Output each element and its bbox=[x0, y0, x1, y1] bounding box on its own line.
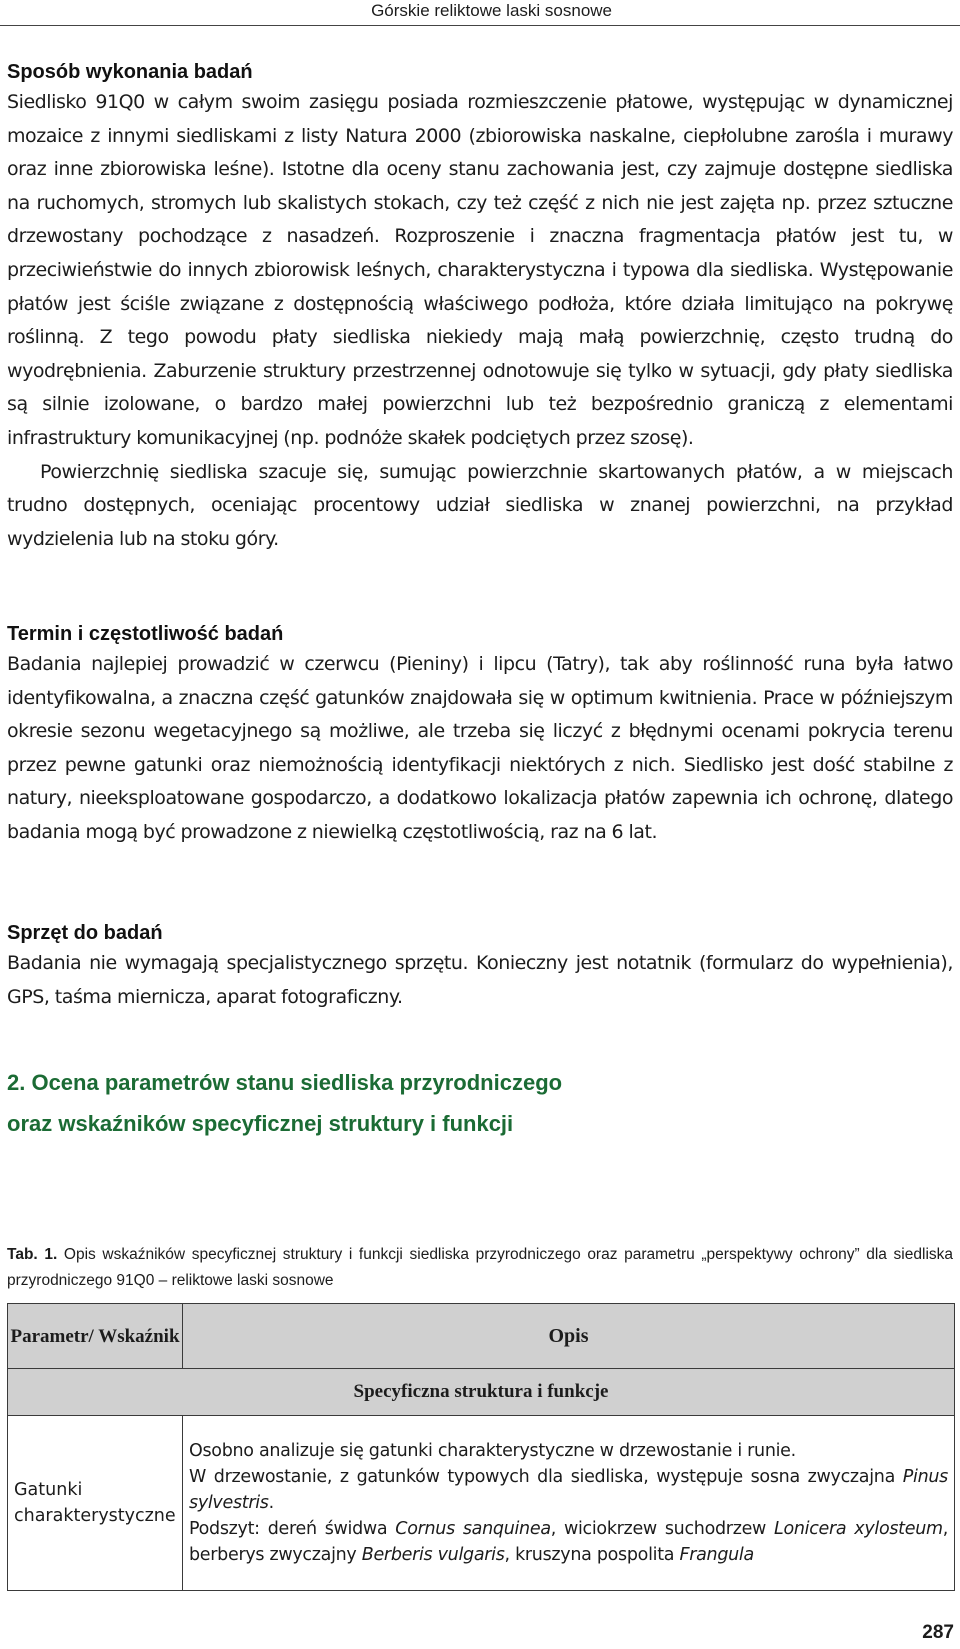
species-berberis: Berberis vulgaris bbox=[361, 1545, 505, 1565]
desc-line-1: Osobno analizuje się gatunki charakterystyczne w drzewostanie i runie. bbox=[189, 1441, 796, 1461]
section-title-methods: Sposób wykonania badań bbox=[7, 61, 253, 83]
page-number: 287 bbox=[922, 1622, 954, 1643]
chapter-heading bbox=[7, 1062, 953, 1144]
table-row bbox=[8, 1416, 955, 1591]
subheader-specific-structure: Specyficzna struktura i funkcje bbox=[8, 1369, 955, 1416]
desc-line-2-end: . bbox=[268, 1493, 274, 1513]
table-caption-text: Opis wskaźników specyficznej struktury i funkcji siedliska przyrodniczego oraz parametru „perspektywy ochrony” dla siedliska przyrodniczego 91Q0 – reliktowe laski sosnowe bbox=[7, 1246, 954, 1289]
species-pinus: Pinus sylvestris bbox=[189, 1467, 948, 1513]
desc-line-3-text-b: , wiciokrzew suchodrzew bbox=[550, 1519, 775, 1539]
table-subheader-row bbox=[8, 1369, 955, 1416]
parameters-table bbox=[7, 1303, 955, 1591]
section-equipment bbox=[7, 919, 953, 1014]
desc-line-2-text: W drzewostanie, z gatunków typowych dla siedliska, występuje sosna zwyczajna bbox=[189, 1467, 903, 1487]
section-title-equipment: Sprzęt do badań bbox=[7, 922, 163, 944]
section-title-timing: Termin i częstotliwość badań bbox=[7, 623, 284, 645]
header-description: Opis bbox=[183, 1304, 955, 1369]
section-timing bbox=[7, 620, 953, 850]
row-name-characteristic-species: Gatunki charakterystyczne bbox=[8, 1416, 183, 1591]
row-description-characteristic-species bbox=[183, 1416, 955, 1591]
species-lonicera: Lonicera xylosteum bbox=[774, 1519, 943, 1539]
timing-paragraph: Badania najlepiej prowadzić w czerwcu (Pieniny) i lipcu (Tatry), tak aby roślinność runa była łatwo identyfikowalna, a znaczna część gatunków znajdowała się w optimum kwitnienia. Prace w późniejszym okresie sezonu wegetacyjnego są możliwe, ale trzeba się liczyć z błędnymi ocenami pokrycia terenu przez pewne gatunki oraz niemożnością identyfikacji niektórych z nich. Siedlisko jest dość stabilne z natury, nieeksploatowane gospodarczo, a dodatkowo lokalizacja płatów zapewnia ich ochronę, dlatego badania mogą być prowadzone z niewielką częstotliwością, raz na 6 lat. bbox=[7, 653, 953, 843]
table-caption-label: Tab. 1. bbox=[7, 1246, 58, 1263]
desc-line-3-text-c: , berberys zwyczajny bbox=[189, 1519, 949, 1565]
chapter-title-line-1: 2. Ocena parametrów stanu siedliska przyrodniczego bbox=[7, 1070, 563, 1095]
chapter-title-line-2: oraz wskaźników specyficznej struktury i funkcji bbox=[7, 1111, 514, 1136]
species-cornus: Cornus sanquinea bbox=[395, 1519, 551, 1539]
table-header-row bbox=[8, 1304, 955, 1369]
species-frangula: Frangula bbox=[679, 1545, 754, 1565]
desc-line-3-text-a: Podszyt: dereń świdwa bbox=[189, 1519, 396, 1539]
desc-line-3 bbox=[189, 1516, 948, 1568]
equipment-paragraph: Badania nie wymagają specjalistycznego sprzętu. Konieczny jest notatnik (formularz do wypełnienia), GPS, taśma miernicza, aparat fotograficzny. bbox=[7, 952, 953, 1008]
running-head: Górskie reliktowe laski sosnowe bbox=[0, 0, 960, 26]
desc-line-3-text-d: , kruszyna pospolita bbox=[504, 1545, 680, 1565]
desc-line-2 bbox=[189, 1464, 948, 1516]
methods-paragraph-1: Siedlisko 91Q0 w całym swoim zasięgu posiada rozmieszczenie płatowe, występując w dynamicznej mozaice z innymi siedliskami z listy Natura 2000 (zbiorowiska naskalne, ciepłolubne zarośla i murawy oraz inne zbiorowiska leśne). Istotne dla oceny stanu zachowania jest, czy zajmuje dostępne siedliska na ruchomych, stromych lub skalistych stokach, czy też część z nich nie jest zajęta np. przez sztuczne drzewostany pochodzące z nasadzeń. Rozproszenie i znaczna fragmentacja płatów jest tu, w przeciwieństwie do innych zbiorowisk leśnych, charakterystyczna i typowa dla siedliska. Występowanie płatów jest ściśle związane z dostępnością właściwego podłoża, które działa limitująco na pokrywę roślinną. Z tego powodu płaty siedliska niekiedy mają małą powierzchnię, często trudną do wyodrębnienia. Zaburzenie struktury przestrzennej odnotowuje się tylko w sytuacji, gdy płaty siedliska są silnie izolowane, o bardzo małej powierzchni lub też bezpośrednio graniczą z elementami infrastruktury komunikacyjnej (np. podnóże skałek podciętych przez szosę). bbox=[7, 91, 953, 449]
header-parameter: Parametr/ Wskaźnik bbox=[8, 1304, 183, 1369]
section-methods bbox=[7, 58, 953, 556]
table-caption bbox=[7, 1242, 953, 1294]
methods-paragraph-2: Powierzchnię siedliska szacuje się, sumując powierzchnie skartowanych płatów, a w miejscach trudno dostępnych, oceniając procentowy udział siedliska w znanej powierzchni, na przykład wydzielenia lub na stoku góry. bbox=[7, 460, 953, 550]
